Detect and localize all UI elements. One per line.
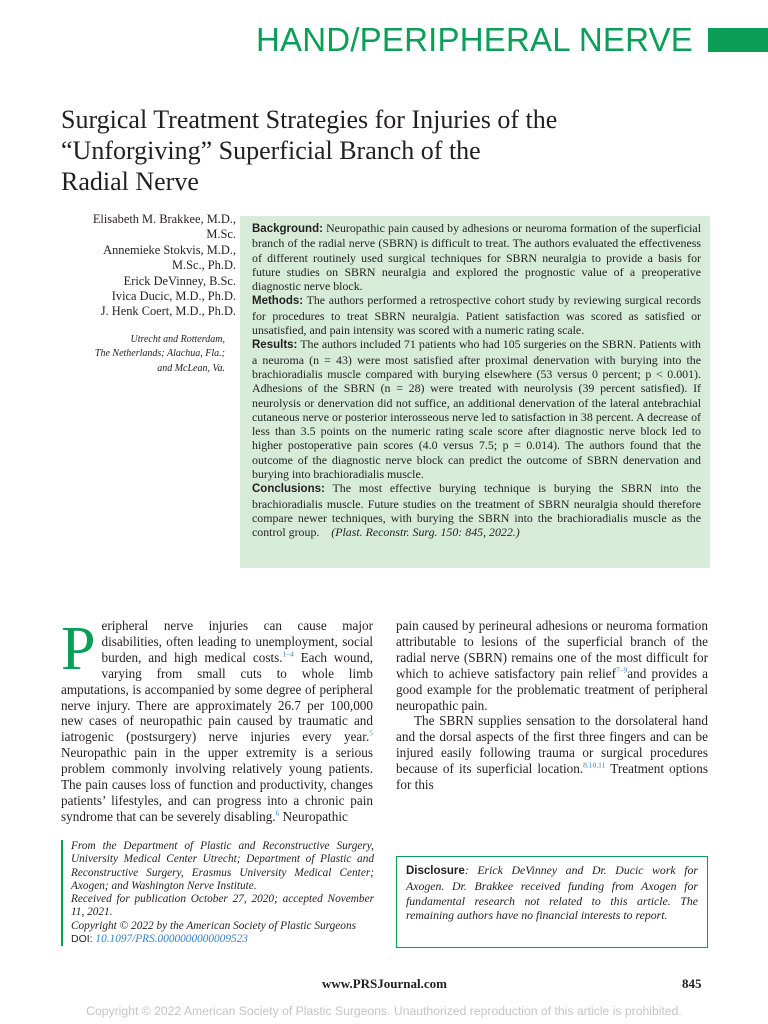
affiliation-line: The Netherlands; Alachua, Fla.; [94,348,225,360]
body-paragraph [396,618,708,713]
abstract-text: The authors performed a retrospective cohort study by reviewing surgical records for procedures to treat SBRN neuralgia. Patient satisfaction was scored as satisfied or unsatisfied, and pain intensity was scored with a numeric rating scale. [252,293,701,338]
article-footnote [61,840,374,946]
body-paragraph [396,713,708,793]
disclosure-text: : Erick DeVinney and Dr. Ducic work for Axogen. Dr. Brakkee received funding from Axogen for fundamental research not related to this article. The remaining authors have no financial interests to report. [406,863,698,923]
page-number: 845 [682,976,702,991]
body-text: Treatment options for this [396,761,709,793]
affiliation-line: Utrecht and Rotterdam, [130,334,225,345]
author-line: M.Sc. [206,227,236,242]
abstract-box [240,216,710,568]
section-header [256,22,768,58]
abstract-conclusions [252,481,701,539]
author-line: Ivica Ducic, M.D., Ph.D. [111,289,236,304]
body-text: and provides a good example for the problematic treatment of peripheral neuropathic pain. [396,665,708,713]
author-list [40,212,236,320]
copyright-notice: Copyright © 2022 American Society of Plastic Surgeons. Unauthorized reproduction of this article is prohibited. [86,1004,682,1018]
abstract-text: The authors included 71 patients who had 105 surgeries on the SBRN. Patients with a neuroma (n = 43) were most satisfied after proximal denervation with burying into the brachioradialis muscle compared with burying elsewhere (53 versus 0 percent; p < 0.001). Adhesions of the SBRN (n = 28) were treated with neurolysis (39 percent satisfied). If neurolysis or denervation did not suffice, an additional denervation of the lateral antebrachial cutaneous nerve or posterior interosseous nerve led to satisfaction in 38 percent. A decrease of less than 3.5 points on the numeric rating scale score after diagnostic nerve block led to higher postoperative pain scores (4.0 versus 7.5; p = 0.014). The authors found that the outcome of the diagnostic nerve block can predict the outcome of SBRN denervation and burying into brachioradialis muscle. [252,337,702,482]
footnote-from: From the Department of Plastic and Reconstructive Surgery, University Medical Center Utrecht; Department of Plastic and Reconstructive Surgery, Erasmus University Medical Center; Axogen; and Washington Nerve Institute. [71,840,374,892]
reference-link[interactable]: 7–9 [616,665,628,675]
title-line: “Unforgiving” Superficial Branch of the [61,136,481,165]
abstract-label: Background: [252,223,323,235]
doi-link[interactable]: 10.1097/PRS.0000000000009523 [95,933,248,946]
body-text: pain caused by perineural adhesions or neuroma formation attributable to lesions of the superficial branch of the radial nerve (SBRN) remains one of the most difficult for which to achieve satisfactory pain relief [396,618,708,681]
abstract-text: Neuropathic pain caused by adhesions or neuroma formation of the superficial branch of the radial nerve (SBRN) is difficult to treat. The authors evaluated the effectiveness of different routinely used surgical techniques for SBRN neuralgia to provide a basis for future studies on SBRN neuralgia and explored the prognostic value of a preoperative diagnostic nerve block. [252,221,701,294]
abstract-results [252,337,701,481]
abstract-label: Conclusions: [252,483,325,496]
reference-link[interactable]: 8,10,11 [583,760,606,770]
doi-line [71,933,374,946]
section-title: HAND/PERIPHERAL NERVE [256,21,693,58]
footnote-copyright: Copyright © 2022 by the American Society of Plastic Surgeons [71,919,356,932]
reference-link[interactable]: 6 [275,808,280,818]
body-text: Neuropathic [279,808,348,824]
body-text: Each wound, varying from small cuts to whole limb amputations, is accompanied by some degree of peripheral nerve injury. There are approximately 26.7 per 100,000 new cases of neuropathic pain caused by traumatic and iatrogenic (postsurgery) nerve injuries every year. [61,649,373,745]
author-line: M.Sc., Ph.D. [171,258,236,273]
reference-link[interactable]: 1–4 [282,649,294,659]
author-affiliation [60,333,225,376]
abstract-background [252,221,701,293]
author-line: Annemieke Stokvis, M.D., [103,242,236,257]
disclosure-label: Disclosure [406,865,465,877]
author-line: J. Henk Coert, M.D., Ph.D. [100,304,236,319]
journal-website[interactable]: www.PRSJournal.com [322,976,447,991]
doi-label: DOI: [71,933,93,946]
title-line: Surgical Treatment Strategies for Injuries of the [61,105,558,134]
body-text: The SBRN supplies sensation to the dorsolateral hand and the dorsal aspects of the first three fingers and can be injured easily following trauma or surgical procedures because of its superficial location. [396,713,708,777]
affiliation-line: and McLean, Va. [157,362,225,374]
body-text: eripheral nerve injuries can cause major disabilities, often leading to unemployment, social burden, and high medical costs. [101,618,373,665]
abstract-citation: (Plast. Reconstr. Surg. 150: 845, 2022.) [331,525,520,540]
author-line: Elisabeth M. Brakkee, M.D., [92,212,236,226]
footnote-received: Received for publication October 27, 2020; accepted November 11, 2021. [71,893,374,919]
body-column-left [61,615,373,825]
abstract-label: Results: [252,339,298,352]
body-column-right [396,618,708,793]
reference-link[interactable]: 5 [369,728,373,738]
abstract-methods [252,293,701,337]
title-line: Radial Nerve [61,167,199,196]
author-line: Erick DeVinney, B.Sc. [123,273,236,288]
article-title [61,104,721,197]
abstract-label: Methods: [252,295,304,308]
body-paragraph [61,615,373,825]
abstract-text: The most effective burying technique is burying the SBRN into the brachioradialis muscle. Future studies on the treatment of SBRN neuralgia should therefore compare newer techniques, with burying the SBRN into the brachioradialis muscle as the control group. [252,481,701,540]
body-text: Neuropathic pain in the upper extremity is a serious problem commonly involving relatively young patients. The pain causes loss of function and productivity, changes patients’ lifestyles, and can progress into a chronic pain syndrome that can be severely disabling. [61,745,373,824]
disclosure-box [396,856,708,948]
drop-cap: P [61,615,96,683]
section-accent-bar [708,28,768,52]
